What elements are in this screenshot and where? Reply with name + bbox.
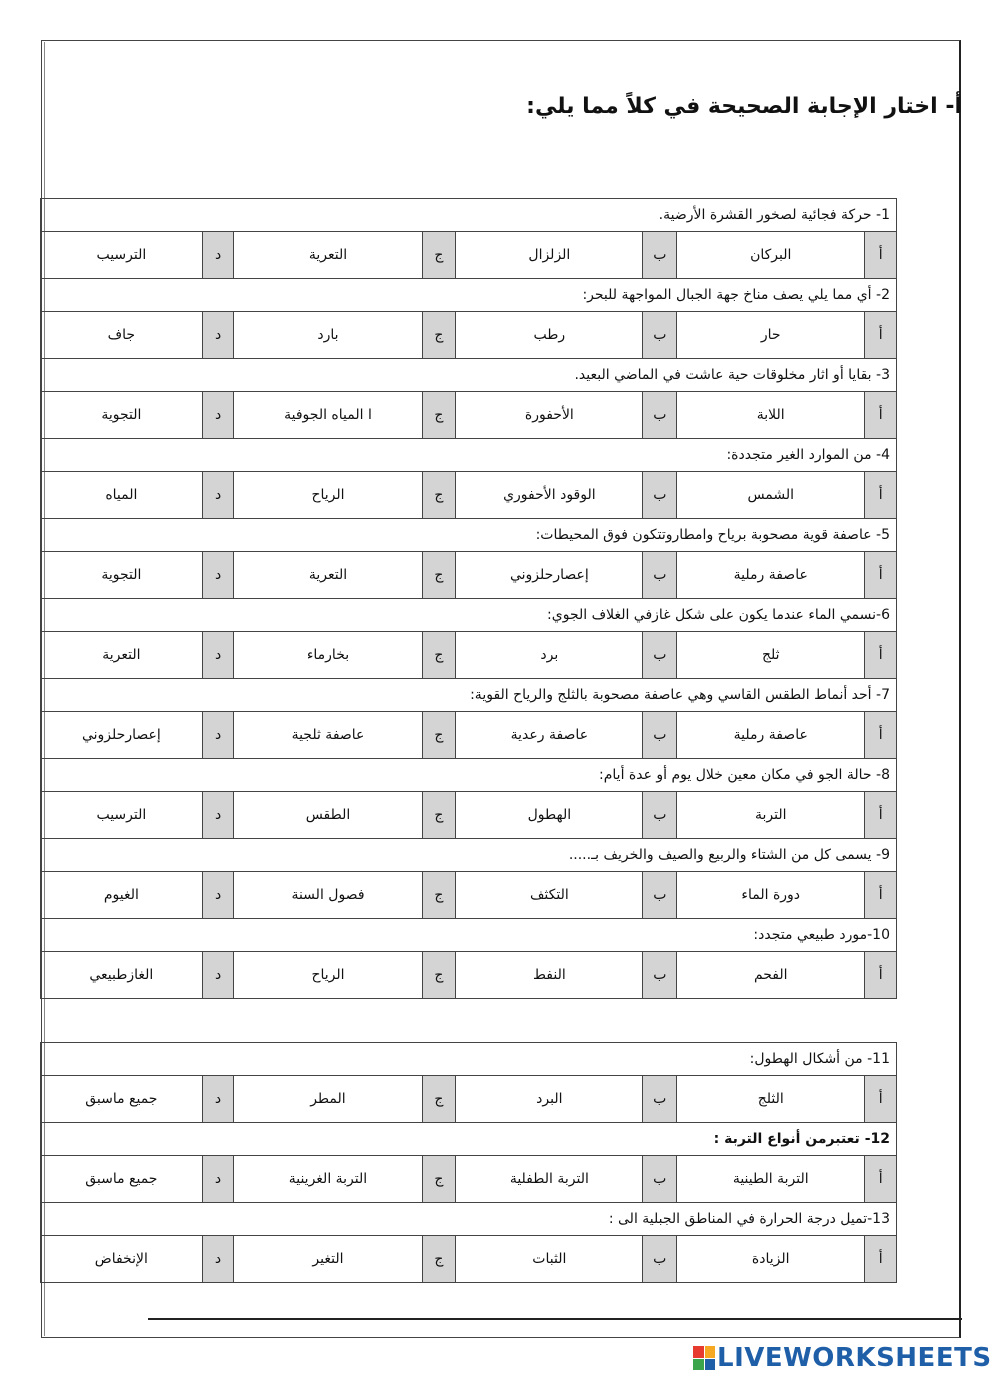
answer-option[interactable]: الترسيب [41, 792, 203, 839]
answer-option[interactable]: الترسيب [41, 232, 203, 279]
answer-option[interactable]: الرياح [234, 472, 422, 519]
option-letter: ج [422, 552, 456, 599]
question-row [41, 359, 897, 392]
answer-option[interactable]: ا المياه الجوفية [234, 392, 422, 439]
question-row [41, 1043, 897, 1076]
option-letter: د [202, 1156, 234, 1203]
answer-option[interactable]: البرد [456, 1076, 643, 1123]
option-letter: أ [865, 552, 897, 599]
answer-option[interactable]: رطب [456, 312, 643, 359]
answer-option[interactable]: الوقود الأحفوري [456, 472, 643, 519]
answer-row [41, 872, 897, 919]
answer-option[interactable]: المطر [234, 1076, 422, 1123]
answer-option[interactable]: برد [456, 632, 643, 679]
question-row [41, 519, 897, 552]
option-letter: أ [865, 312, 897, 359]
answer-option[interactable]: الغيوم [41, 872, 203, 919]
answer-option[interactable]: الرياح [234, 952, 422, 999]
option-letter: د [202, 1236, 234, 1283]
answer-option[interactable]: حار [677, 312, 865, 359]
option-letter: د [202, 232, 234, 279]
answer-option[interactable]: التعرية [234, 232, 422, 279]
question-text: 3- بقايا أو اثار مخلوقات حية عاشت في الماضي البعيد. [41, 359, 897, 392]
question-text: 9- يسمى كل من الشتاء والربيع والصيف والخريف بـ..... [41, 839, 897, 872]
answer-row [41, 1076, 897, 1123]
question-text: 10-مورد طبيعي متجدد: [41, 919, 897, 952]
answer-row [41, 232, 897, 279]
answer-option[interactable]: دورة الماء [677, 872, 865, 919]
option-letter: ج [422, 1236, 456, 1283]
option-letter: ب [643, 312, 677, 359]
answer-option[interactable]: التجوية [41, 392, 203, 439]
option-letter: أ [865, 1156, 897, 1203]
option-letter: ب [643, 472, 677, 519]
questions-table-2 [40, 1042, 897, 1283]
answer-option[interactable]: الثبات [456, 1236, 643, 1283]
answer-option[interactable]: الأحفورة [456, 392, 643, 439]
answer-option[interactable]: البركان [677, 232, 865, 279]
logo-square-4 [705, 1359, 716, 1371]
logo-icon [693, 1346, 715, 1370]
option-letter: ج [422, 632, 456, 679]
option-letter: د [202, 792, 234, 839]
option-letter: ب [643, 552, 677, 599]
answer-option[interactable]: بخارماء [234, 632, 422, 679]
option-letter: ج [422, 1076, 456, 1123]
answer-row [41, 392, 897, 439]
answer-row [41, 1156, 897, 1203]
question-row [41, 1123, 897, 1156]
answer-option[interactable]: الغازطبيعي [41, 952, 203, 999]
answer-option[interactable]: عاصفة رملية [677, 552, 865, 599]
option-letter: د [202, 552, 234, 599]
answer-option[interactable]: التغير [234, 1236, 422, 1283]
answer-option[interactable]: الزيادة [677, 1236, 865, 1283]
option-letter: د [202, 312, 234, 359]
option-letter: أ [865, 952, 897, 999]
answer-option[interactable]: التعرية [234, 552, 422, 599]
answer-option[interactable]: إعصارحلزوني [456, 552, 643, 599]
answer-row [41, 952, 897, 999]
option-letter: ج [422, 792, 456, 839]
answer-option[interactable]: فصول السنة [234, 872, 422, 919]
option-letter: ج [422, 392, 456, 439]
question-text: 4- من الموارد الغير متجددة: [41, 439, 897, 472]
liveworksheets-logo [693, 1343, 992, 1373]
question-row [41, 759, 897, 792]
option-letter: أ [865, 392, 897, 439]
option-letter: أ [865, 632, 897, 679]
option-letter: أ [865, 872, 897, 919]
question-row [41, 919, 897, 952]
option-letter: د [202, 872, 234, 919]
answer-option[interactable]: المياه [41, 472, 203, 519]
answer-option[interactable]: الإنخفاض [41, 1236, 203, 1283]
option-letter: د [202, 392, 234, 439]
question-text: 2- أي مما يلي يصف مناخ جهة الجبال المواجهة للبحر: [41, 279, 897, 312]
question-text: 8- حالة الجو في مكان معين خلال يوم أو عدة أيام: [41, 759, 897, 792]
question-text: 13-تميل درجة الحرارة في المناطق الجبلية الى : [41, 1203, 897, 1236]
answer-option[interactable]: التربة الطينية [677, 1156, 865, 1203]
option-letter: ب [643, 632, 677, 679]
option-letter: ب [643, 1076, 677, 1123]
answer-row [41, 472, 897, 519]
answer-option[interactable]: الشمس [677, 472, 865, 519]
question-row [41, 839, 897, 872]
answer-option[interactable]: الهطول [456, 792, 643, 839]
answer-option[interactable]: عاصفة رعدية [456, 712, 643, 759]
answer-option[interactable]: التجوية [41, 552, 203, 599]
question-text: 1- حركة فجائية لصخور القشرة الأرضية. [41, 199, 897, 232]
option-letter: ج [422, 712, 456, 759]
question-row [41, 279, 897, 312]
option-letter: أ [865, 792, 897, 839]
logo-square-2 [705, 1346, 716, 1358]
option-letter: د [202, 472, 234, 519]
logo-text: LIVEWORKSHEETS [717, 1343, 992, 1373]
question-text: 5- عاصفة قوية مصحوبة برياح وامطاروتتكون فوق المحيطات: [41, 519, 897, 552]
answer-option[interactable]: جميع ماسبق [41, 1156, 203, 1203]
answer-option[interactable]: التكثف [456, 872, 643, 919]
answer-option[interactable]: اللابة [677, 392, 865, 439]
question-text: 6-نسمي الماء عندما يكون على شكل غازفي الغلاف الجوي: [41, 599, 897, 632]
option-letter: أ [865, 712, 897, 759]
answer-option[interactable]: النفط [456, 952, 643, 999]
option-letter: ب [643, 232, 677, 279]
question-row [41, 199, 897, 232]
answer-option[interactable]: التربة الغرينية [234, 1156, 422, 1203]
answer-row [41, 792, 897, 839]
answer-row [41, 712, 897, 759]
answer-option[interactable]: الثلج [677, 1076, 865, 1123]
question-row [41, 1203, 897, 1236]
option-letter: د [202, 632, 234, 679]
option-letter: ب [643, 792, 677, 839]
question-text: 7- أحد أنماط الطقس القاسي وهي عاصفة مصحوبة بالثلج والرياح القوية: [41, 679, 897, 712]
answer-option[interactable]: التربة [677, 792, 865, 839]
question-text: 12- تعتبرمن أنواع التربة : [41, 1123, 897, 1156]
questions-table-1 [40, 198, 897, 999]
answer-option[interactable]: جاف [41, 312, 203, 359]
option-letter: ج [422, 312, 456, 359]
bottom-divider [148, 1318, 962, 1320]
answer-option[interactable]: الزلزال [456, 232, 643, 279]
answer-row [41, 312, 897, 359]
option-letter: د [202, 1076, 234, 1123]
answer-row [41, 1236, 897, 1283]
option-letter: ج [422, 872, 456, 919]
answer-option[interactable]: التعرية [41, 632, 203, 679]
answer-row [41, 552, 897, 599]
option-letter: ب [643, 392, 677, 439]
question-text: 11- من أشكال الهطول: [41, 1043, 897, 1076]
answer-option[interactable]: عاصفة رملية [677, 712, 865, 759]
logo-square-1 [693, 1346, 704, 1358]
option-letter: أ [865, 1076, 897, 1123]
answer-option[interactable]: جميع ماسبق [41, 1076, 203, 1123]
answer-row [41, 632, 897, 679]
answer-option[interactable]: ثلج [677, 632, 865, 679]
option-letter: د [202, 712, 234, 759]
option-letter: د [202, 952, 234, 999]
option-letter: أ [865, 1236, 897, 1283]
question-row [41, 679, 897, 712]
answer-option[interactable]: الطقس [234, 792, 422, 839]
answer-option[interactable]: إعصارحلزوني [41, 712, 203, 759]
option-letter: أ [865, 472, 897, 519]
answer-option[interactable]: التربة الطفلية [456, 1156, 643, 1203]
option-letter: ب [643, 1156, 677, 1203]
option-letter: ج [422, 952, 456, 999]
section-title: أ- اختار الإجابة الصحيحة في كلاً مما يلي: [526, 94, 962, 119]
option-letter: ج [422, 1156, 456, 1203]
option-letter: ج [422, 232, 456, 279]
answer-option[interactable]: بارد [234, 312, 422, 359]
logo-square-3 [693, 1359, 704, 1371]
question-row [41, 439, 897, 472]
option-letter: ب [643, 1236, 677, 1283]
option-letter: ب [643, 872, 677, 919]
answer-option[interactable]: الفحم [677, 952, 865, 999]
option-letter: أ [865, 232, 897, 279]
answer-option[interactable]: عاصفة ثلجية [234, 712, 422, 759]
option-letter: ب [643, 712, 677, 759]
question-row [41, 599, 897, 632]
option-letter: ج [422, 472, 456, 519]
option-letter: ب [643, 952, 677, 999]
